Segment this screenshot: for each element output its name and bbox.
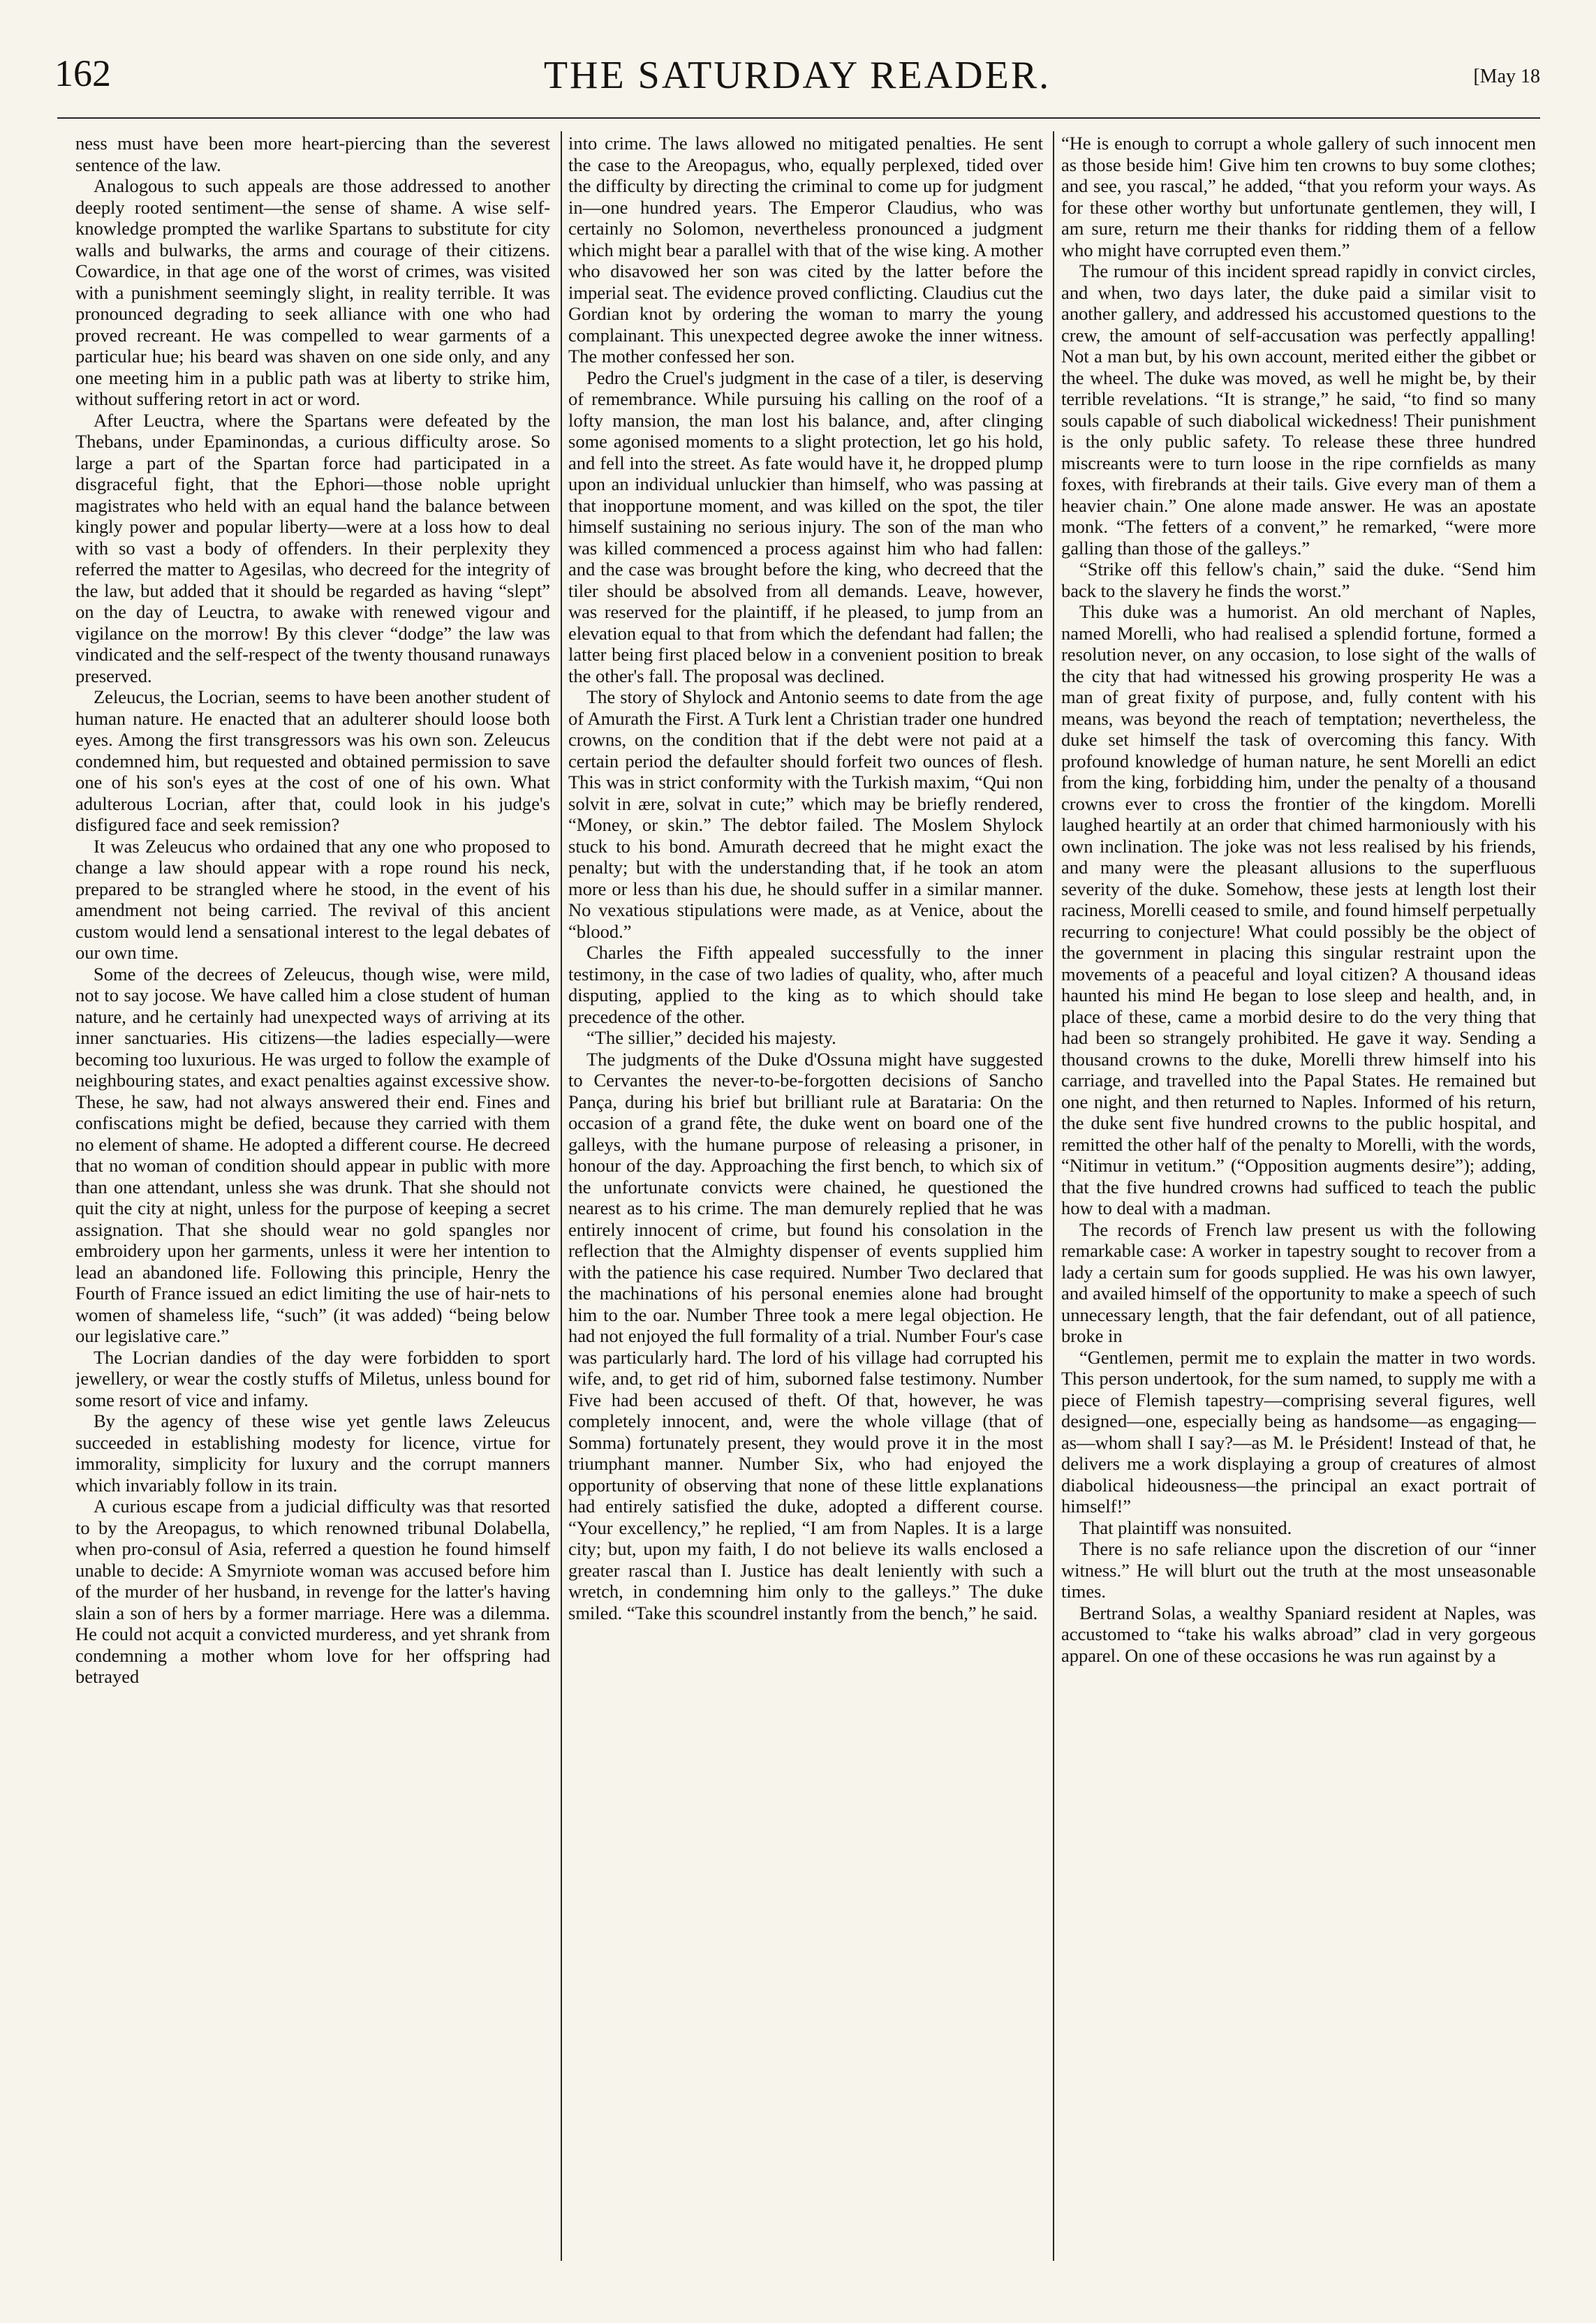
- paragraph: This duke was a humorist. An old merchant of Naples, named Morelli, who had realised a splendid fortune, formed a resolution never, on any occasion, to lose sight of the walls of the city that had witnessed his growing prosperity He was a man of great fixity of purpose, and, fully content with his means, was beyond the reach of temptation; nevertheless, the duke set himself the task of overcoming this fancy. With profound knowledge of human nature, he sent Morelli an edict from the king, forbidding him, under the penalty of a thousand crowns ever to cross the frontier of the kingdom. Morelli laughed heartily at an order that chimed harmoniously with his own inclination. The joke was not less realised by his friends, and many were the pleasant allusions to the superfluous severity of the duke. Somehow, these jests at length lost their raciness, Morelli ceased to smile, and found himself perpetually recurring to conjecture! What could possibly be the object of the government in placing this singular restraint upon the movements of a peaceful and loyal citizen? A thousand ideas haunted his mind He began to lose sleep and health, and, in place of these, came a morbid desire to do the very thing that had been so strangely prohibited. He gave it way. Sending a thousand crowns to the duke, Morelli threw himself into his carriage, and travelled into the Papal States. He remained but one night, and then returned to Naples. Informed of his return, the duke sent five hundred crowns to the public hospital, and remitted the other half of the penalty to Morelli, with the words, “Nitimur in vetitum.” (“Opposition augments desire”); adding, that the five hundred crowns had sufficed to teach the public how to deal with a madman.: [1061, 601, 1536, 1218]
- column-divider-2: [1053, 131, 1054, 2261]
- paragraph: Bertrand Solas, a wealthy Spaniard resident at Naples, was accustomed to “take his walks abroad” clad in very gorgeous apparel. On one of these occasions he was run against by a: [1061, 1602, 1536, 1666]
- paragraph: That plaintiff was nonsuited.: [1079, 1517, 1292, 1538]
- paragraph: By the agency of these wise yet gentle laws Zeleucus succeeded in establishing modesty for licence, virtue for immorality, simplicity for luxury and the corrupt manners which invariably follow in its train.: [75, 1410, 550, 1496]
- header-rule: [57, 117, 1540, 119]
- paragraph: Zeleucus, the Locrian, seems to have been another student of human nature. He enacted that an adulterer should loose both eyes. Among the first transgressors was his own son. Zeleucus condemned him, but requested and obtained permission to save one of his son's eyes at the cost of one of his own. What adulterous Locrian, after that, could look in his judge's disfigured face and seek remission?: [75, 686, 550, 835]
- paragraph: Pedro the Cruel's judgment in the case of a tiler, is deserving of remembrance. While pursuing his calling on the roof of a lofty mansion, the man lost his balance, and, after clinging some agonised moments to a slight protection, let go his hold, and fell into the street. As fate would have it, he dropped plump upon an individual unluckier than himself, who was passing at that inopportune moment, and was killed on the spot, the tiler himself sustaining no serious injury. The son of the man who was killed commenced a process against him who had fallen: and the case was brought before the king, who decreed that the tiler should be absolved from all demands. Leave, however, was reserved for the plaintiff, if he pleased, to jump from an elevation equal to that from which the defendant had fallen; the latter being first placed below in a convenient position to break the other's fall. The proposal was declined.: [568, 367, 1043, 686]
- column-divider-1: [561, 131, 562, 2261]
- paragraph: Analogous to such appeals are those addressed to another deeply rooted sentiment—the sense of shame. A wise self-knowledge prompted the warlike Spartans to substitute for city walls and bulwarks, the arms and courage of their citizens. Cowardice, in that age one of the worst of crimes, was visited with a punishment seemingly slight, in reality terrible. It was pronounced degrading to seek alliance with one who had proved recreant. He was compelled to wear garments of a particular hue; his beard was shaven on one side only, and any one meeting him in a public path was at liberty to strike him, without suffering retort in act or word.: [75, 175, 550, 409]
- text-column-3: [1061, 133, 1536, 2259]
- paragraph: “Strike off this fellow's chain,” said the duke. “Send him back to the slavery he finds the worst.”: [1061, 559, 1536, 601]
- paragraph: “The sillier,” decided his majesty.: [586, 1027, 836, 1048]
- paragraph: The judgments of the Duke d'Ossuna might have suggested to Cervantes the never-to-be-forgotten decisions of Sancho Pança, during his brief but brilliant rule at Barataria: On the occasion of a grand fête, the duke went on board one of the galleys, with the humane purpose of releasing a prisoner, in honour of the day. Approaching the first bench, to which six of the unfortunate convicts were chained, he questioned the nearest as to his crime. The man demurely replied that he was entirely innocent of crime, but found his consolation in the reflection that the Almighty dispenser of events supplied him with the patience his case required. Number Two declared that the machinations of his personal enemies alone had brought him to the oar. Number Three took a mere legal objection. He had not enjoyed the full formality of a trial. Number Four's case was particularly hard. The lord of his village had corrupted his wife, and, to get rid of him, suborned false testimony. Number Five had been accused of theft. Of that, however, he was completely innocent, and, were the whole village (that of Somma) fortunately present, they would prove it in the most triumphant manner. Number Six, who had enjoyed the opportunity of observing that none of these little explanations had entirely satisfied the duke, adopted a different course. “Your excellency,” he replied, “I am from Naples. It is a large city; but, upon my faith, I do not believe its walls enclosed a greater rascal than I. Justice has dealt leniently with such a wretch, in condemning him only to the galleys.” The duke smiled. “Take this scoundrel instantly from the bench,” he said.: [568, 1048, 1043, 1623]
- paragraph: Some of the decrees of Zeleucus, though wise, were mild, not to say jocose. We have called him a close student of human nature, and he certainly had unexpected ways of arriving at its inner sanctuaries. His citizens—the ladies especially—were becoming too luxurious. He was urged to follow the example of neighbouring states, and exact penalties against excessive show. These, he saw, had not always answered their end. Fines and confiscations might be defied, because they carried with them no element of shame. He adopted a different course. He decreed that no woman of condition should appear in public with more than one attendant, unless she was drunk. That she should not quit the city at night, unless for the purpose of keeping a secret assignation. That she should wear no gold spangles nor embroidery upon her garments, unless it were her intention to lead an abandoned life. Following this principle, Henry the Fourth of France issued an edict limiting the use of hair-nets to women of shameless life, “such” (it was added) “being below our legislative care.”: [75, 963, 550, 1346]
- paragraph: There is no safe reliance upon the discretion of our “inner witness.” He will blurt out the truth at the most unseasonable times.: [1061, 1538, 1536, 1602]
- paragraph: ness must have been more heart-piercing than the severest sentence of the law.: [75, 133, 550, 175]
- paragraph: The story of Shylock and Antonio seems to date from the age of Amurath the First. A Turk lent a Christian trader one hundred crowns, on the condition that if the debt were not paid at a certain period the defaulter should forfeit two ounces of flesh. This was in strict conformity with the Turkish maxim, “Qui non solvit in ære, solvat in cute;” which may be briefly rendered, “Money, or skin.” The debtor failed. The Moslem Shylock stuck to his bond. Amurath decreed that he might exact the penalty; but with the understanding that, if he took an atom more or less than his due, he should suffer in a similar manner. No vexatious stipulations were made, as at Venice, about the “blood.”: [568, 686, 1043, 942]
- paragraph: “Gentlemen, permit me to explain the matter in two words. This person undertook, for the sum named, to supply me with a piece of Flemish tapestry—comprising several figures, well designed—one, especially being as handsome—as engaging—as—whom shall I say?—as M. le Président! Instead of that, he delivers me a work displaying a group of creatures of almost diabolical hideousness—the principal an exact portrait of himself!”: [1061, 1346, 1536, 1517]
- paragraph: It was Zeleucus who ordained that any one who proposed to change a law should appear with a rope round his neck, prepared to be strangled where he stood, in the event of his amendment not being carried. The revival of this ancient custom would lend a sensational interest to the legal debates of our own time.: [75, 835, 550, 963]
- paragraph: Charles the Fifth appealed successfully to the inner testimony, in the case of two ladies of quality, who, after much disputing, applied to the king as to which should take precedence of the other.: [568, 942, 1043, 1027]
- text-column-2: [568, 133, 1043, 2259]
- paragraph: “He is enough to corrupt a whole gallery of such innocent men as those beside him! Give him ten crowns to buy some clothes; and see, you rascal,” he added, “that you reform your ways. As for these other worthy but unfortunate gentlemen, they will, I am sure, return me their thanks for ridding them of a fellow who might have corrupted even them.”: [1061, 133, 1536, 260]
- issue-date: [May 18: [1473, 66, 1540, 87]
- paragraph: After Leuctra, where the Spartans were defeated by the Thebans, under Epaminondas, a curious difficulty arose. So large a part of the Spartan force had participated in a disgraceful fight, that the Ephori—those noble upright magistrates who held with an equal hand the balance between kingly power and popular liberty—were at a loss how to deal with so vast a body of offenders. In their perplexity they referred the matter to Agesilas, who decreed for the integrity of the law, but added that it should be regarded as having “slept” on the day of Leuctra, to awake with renewed vigour and vigilance on the morrow! By this clever “dodge” the law was vindicated and the self-respect of the twenty thousand runaways preserved.: [75, 409, 550, 686]
- paragraph: The records of French law present us with the following remarkable case: A worker in tapestry sought to recover from a lady a certain sum for goods supplied. He was his own lawyer, and availed himself of the opportunity to make a speech of such unnecessary length, that the fair defendant, out of all patience, broke in: [1061, 1218, 1536, 1346]
- paragraph: The rumour of this incident spread rapidly in convict circles, and when, two days later, the duke paid a similar visit to another gallery, and addressed his accustomed questions to the crew, the amount of self-accusation was perfectly appalling! Not a man but, by his own account, merited either the gibbet or the wheel. The duke was moved, as well he might be, by their terrible revelations. “It is strange,” he said, “to find so many souls capable of such diabolical wickedness! Their punishment is the only public safety. To release these three hundred miscreants were to turn loose in the ripe cornfields as many foxes, with firebrands at their tails. Give every man of them a heavier chain.” One alone made answer. He was an apostate monk. “The fetters of a convent,” he remarked, “were more galling than those of the galleys.”: [1061, 260, 1536, 559]
- text-column-1: [75, 133, 550, 2259]
- page-number: 162: [54, 52, 111, 94]
- paragraph: A curious escape from a judicial difficulty was that resorted to by the Areopagus, to which renowned tribunal Dolabella, when pro-consul of Asia, referred a question he found himself unable to decide: A Smyrniote woman was accused before him of the murder of her husband, in revenge for the latter's having slain a son of hers by a former marriage. Here was a dilemma. He could not acquit a convicted murderess, and yet shrank from condemning a mother whom love for her offspring had betrayed: [75, 1496, 550, 1687]
- paragraph: The Locrian dandies of the day were forbidden to sport jewellery, or wear the costly stuffs of Miletus, unless bound for some resort of vice and infamy.: [75, 1346, 550, 1410]
- masthead: [54, 35, 1540, 119]
- newspaper-title: THE SATURDAY READER.: [543, 54, 1051, 97]
- paragraph: into crime. The laws allowed no mitigated penalties. He sent the case to the Areopagus, who, equally perplexed, tided over the difficulty by directing the criminal to come up for judgment in—one hundred years. The Emperor Claudius, who was certainly no Solomon, nevertheless pronounced a judgment which might bear a parallel with that of the wise king. A mother who disavowed her son was cited by the latter before the imperial seat. The evidence proved conflicting. Claudius cut the Gordian knot by ordering the woman to marry the young complainant. This unexpected degree awoke the inner witness. The mother confessed her son.: [568, 133, 1043, 367]
